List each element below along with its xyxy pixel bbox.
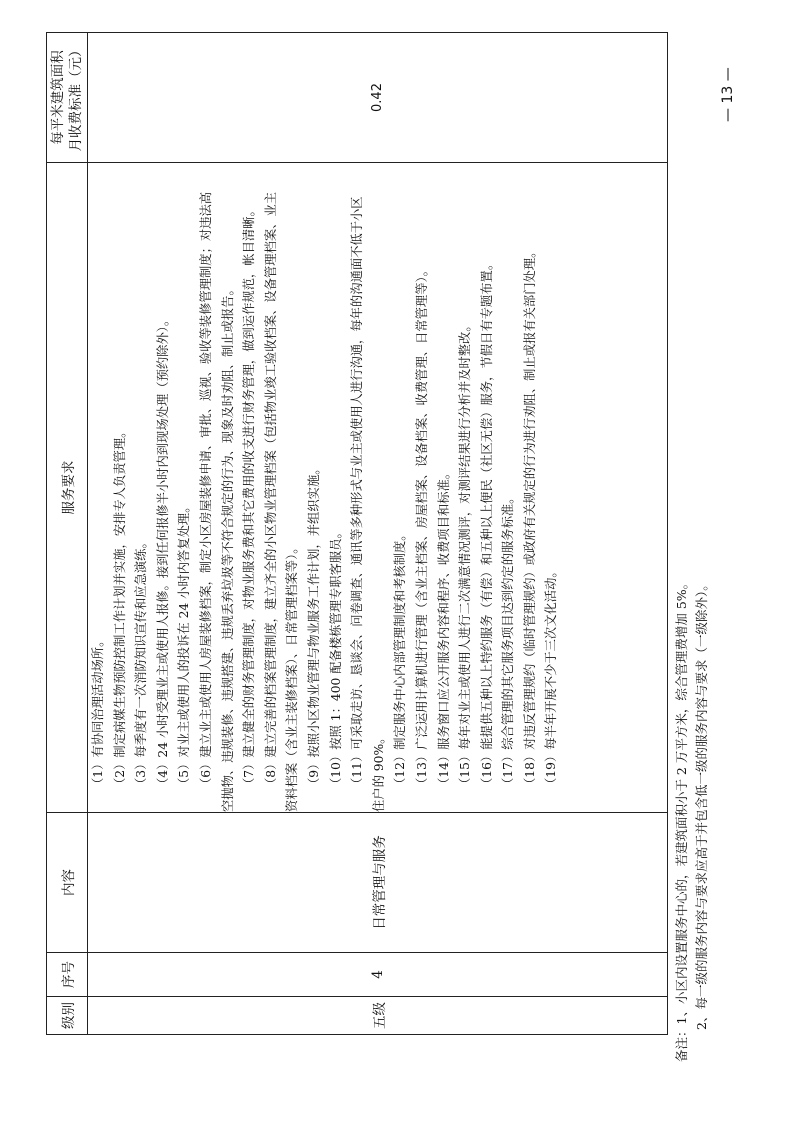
requirement-line: （6）建立业主或使用人房屋装修档案，制定小区房屋装修申请、审批、巡视、验收等装修管理制度；对违法高 bbox=[198, 191, 213, 790]
requirement-line: （7）建立健全的财务管理制度，对物业服务费和其它费用的收支进行财务管理，做到运作规范，帐目清晰。 bbox=[242, 204, 257, 790]
requirement-line: （11）可采取走访、恳谈会、问卷调查、通讯等多种形式与业主或使用人进行沟通，每年的沟通面不低于小区 bbox=[350, 196, 365, 790]
requirement-line: （13）广泛运用计算机进行管理（含业主档案、房屋档案、设备档案、收费管理、日常管理等）。 bbox=[414, 264, 429, 790]
requirement-line: （2）制定病媒生物预防控制工作计划并实施，安排专人负责管理。 bbox=[112, 425, 127, 790]
requirement-line: （18）对违反管理规约（临时管理规约）或政府有关规定的行为进行劝阻、制止或报有关部门处理。 bbox=[522, 245, 537, 790]
table-row bbox=[88, 33, 668, 1035]
requirement-line: （10）按照 1：400 配备楼栋管理专职客服员。 bbox=[328, 526, 343, 790]
requirement-line: （5）对业主或使用人的投诉在 24 小时内答复处理。 bbox=[177, 500, 192, 790]
header-fee-line2: 月收费标准（元） bbox=[68, 43, 84, 152]
requirement-line: （1）有协同治理活动场所。 bbox=[91, 634, 105, 790]
requirement-line: （3）每季度有一次消防知识宣传和应急演练。 bbox=[134, 536, 149, 790]
requirement-line: （9）按照小区物业管理与物业服务工作计划，并组织实施。 bbox=[306, 462, 321, 790]
header-content: 内容 bbox=[47, 813, 88, 953]
requirement-line: （17）综合管理的其它服务项目达到约定的服务标准。 bbox=[501, 491, 516, 790]
header-requirements: 服务要求 bbox=[47, 163, 88, 813]
note-line-1: 备注：1、小区内设置服务中心的，若建筑面积小于 2 万平方米，综合管理费增加 5%。 bbox=[674, 576, 689, 1062]
requirement-line: （15）每年对业主或使用人进行二次满意情况测评，对测评结果进行分析并及时整改。 bbox=[458, 319, 473, 790]
note-line-2: 2、每一级的服务内容与要求应高于并包含低一级的服务内容与要求（一级除外）。 bbox=[694, 578, 709, 1030]
requirement-line: （12）制定服务中心内部管理制度和考核制度。 bbox=[393, 528, 408, 790]
requirement-line: 空抛物、违规装修、违规搭建、违规丢弃垃圾等不符合规定的行为、现象及时劝阻、制止或报告。 bbox=[220, 283, 235, 812]
cell-requirements bbox=[88, 163, 668, 813]
cell-content: 日常管理与服务 bbox=[88, 813, 668, 953]
page-number: — 13 — bbox=[720, 67, 736, 122]
table-header-row bbox=[47, 33, 88, 1035]
cell-fee: 0.42 bbox=[88, 33, 668, 163]
header-fee-line1: 每平米建筑面积 bbox=[50, 50, 66, 145]
service-standard-table bbox=[46, 32, 668, 1035]
cell-index: 4 bbox=[88, 953, 668, 997]
header-fee bbox=[47, 33, 88, 163]
requirement-line: （16）能提供五种以上特约服务（有偿）和五种以上便民（社区无偿）服务，节假日有专题布置。 bbox=[479, 257, 494, 790]
requirement-line: 住户的 90%。 bbox=[371, 731, 386, 812]
requirement-line: （8）建立完善的档案管理制度，建立齐全的小区物业管理档案（包括物业竣工验收档案、设备管理档案、业主 bbox=[263, 191, 278, 790]
requirement-line: （14）服务窗口应公开服务内容和程序、收费项目和标准。 bbox=[436, 466, 451, 790]
notes bbox=[672, 162, 712, 1062]
requirement-line: （4）24 小时受理业主或使用人报修。接到任何报修半小时内到现场处理（预约除外）。 bbox=[155, 313, 170, 790]
header-level: 级别 bbox=[47, 997, 88, 1035]
cell-level: 五级 bbox=[88, 997, 668, 1035]
requirement-line: （19）每半年开展不少于三次文化活动。 bbox=[544, 565, 559, 790]
requirement-line: 资料档案（含业主装修档案）、日常管理档案等）。 bbox=[285, 541, 300, 812]
header-index: 序号 bbox=[47, 953, 88, 997]
